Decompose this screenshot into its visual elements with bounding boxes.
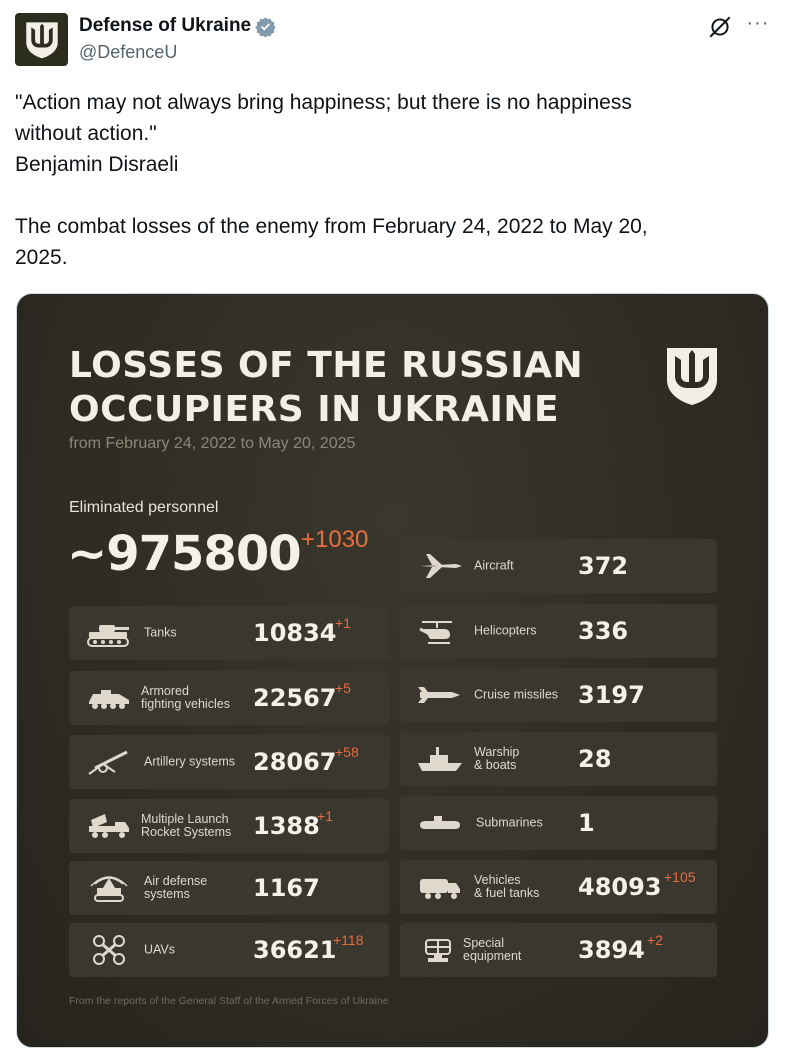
aircraft-icon <box>416 550 464 582</box>
stat-label: UAVs <box>144 942 176 957</box>
submarine-icon <box>416 807 464 839</box>
infographic-subtitle: from February 24, 2022 to May 20, 2025 <box>69 435 356 452</box>
stat-value: 48093 <box>578 873 662 901</box>
drone-icon <box>85 934 133 966</box>
stat-tile-submarines <box>400 796 717 850</box>
stat-label: Air defense systems <box>144 874 208 901</box>
stat-delta: +2 <box>647 932 663 948</box>
trident-emblem-icon <box>25 21 59 59</box>
stat-value: 372 <box>578 552 629 580</box>
mlrs-icon <box>85 810 133 842</box>
more-options-icon[interactable]: ··· <box>746 12 770 34</box>
stat-value: 36621 <box>253 936 337 964</box>
stat-label: Aircraft <box>474 558 514 573</box>
grok-icon[interactable] <box>707 14 733 40</box>
personnel-label: Eliminated personnel <box>69 499 219 516</box>
stat-delta: +1 <box>335 615 351 631</box>
stat-tile-special-equipment <box>400 923 717 977</box>
stat-value: 22567 <box>253 684 337 712</box>
stat-label: Helicopters <box>474 623 537 638</box>
tank-icon <box>85 617 133 649</box>
stat-label: Cruise missiles <box>474 687 559 702</box>
personnel-delta: +1030 <box>301 526 369 553</box>
stat-value: 336 <box>578 617 629 645</box>
artillery-icon <box>85 746 133 778</box>
infographic-title <box>69 344 583 432</box>
stat-label: Armored fighting vehicles <box>141 684 230 711</box>
title-line-2: OCCUPIERS IN UKRAINE <box>69 389 560 430</box>
tweet-line: Benjamin Disraeli <box>15 153 179 176</box>
stat-value: 10834 <box>253 619 337 647</box>
stat-value: 1 <box>578 809 595 837</box>
infographic-image[interactable] <box>16 293 769 1048</box>
personnel-value: ~975800 <box>67 526 301 582</box>
stat-value: 1388 <box>253 812 320 840</box>
stat-delta: +1 <box>317 808 333 824</box>
stat-tile-cruise-missiles <box>400 668 717 722</box>
stat-tile-artillery <box>69 735 389 789</box>
stat-label: Submarines <box>476 815 543 830</box>
tweet-line: 2025. <box>15 246 68 269</box>
helicopter-icon <box>416 615 464 647</box>
stat-delta: +5 <box>335 680 351 696</box>
stat-value: 3197 <box>578 681 645 709</box>
verified-badge-icon <box>255 16 276 37</box>
warship-icon <box>416 743 464 775</box>
air-defense-icon <box>85 872 133 904</box>
stat-tile-helicopters <box>400 604 717 658</box>
stat-delta: +58 <box>335 744 359 760</box>
stat-label: Special equipment <box>463 936 522 963</box>
stat-tile-afv <box>69 671 389 725</box>
missile-icon <box>416 679 464 711</box>
stat-value: 28 <box>578 745 612 773</box>
stat-tile-aircraft <box>400 539 717 593</box>
tweet-line-spacer <box>15 180 755 211</box>
stat-label: Artillery systems <box>144 754 235 769</box>
tweet-line: without action." <box>15 122 157 145</box>
tweet-line: The combat losses of the enemy from February 24, 2022 to May 20, <box>15 215 648 238</box>
stat-tile-tanks <box>69 606 389 660</box>
author-handle[interactable]: @DefenceU <box>79 42 178 62</box>
armored-vehicle-icon <box>85 682 133 714</box>
trident-shield-icon <box>665 346 719 406</box>
stat-label: Warship & boats <box>474 745 520 772</box>
stat-value: 1167 <box>253 874 320 902</box>
author-name-row[interactable] <box>79 14 276 38</box>
infographic-footnote: From the reports of the General Staff of the Armed Forces of Ukraine <box>69 995 389 1007</box>
tweet-text <box>15 87 755 273</box>
stat-delta: +118 <box>333 932 364 948</box>
stat-label: Vehicles & fuel tanks <box>474 873 540 900</box>
stat-tile-air-defense <box>69 861 389 915</box>
stat-tile-mlrs <box>69 799 389 853</box>
author-block <box>79 14 276 64</box>
stat-tile-uavs <box>69 923 389 977</box>
author-name[interactable]: Defense of Ukraine <box>79 15 252 36</box>
stat-label: Tanks <box>144 625 177 640</box>
stat-delta: +105 <box>664 869 696 885</box>
avatar[interactable] <box>15 13 68 66</box>
tweet-line: "Action may not always bring happiness; but there is no happiness <box>15 91 632 114</box>
stat-label: Multiple Launch Rocket Systems <box>141 812 232 839</box>
stat-tile-vehicles <box>400 860 717 914</box>
title-line-1: LOSSES OF THE RUSSIAN <box>69 345 584 386</box>
stat-tile-warships <box>400 732 717 786</box>
stat-value: 28067 <box>253 748 337 776</box>
special-equipment-icon <box>416 934 464 966</box>
stat-value: 3894 <box>578 936 645 964</box>
truck-icon <box>416 871 464 903</box>
